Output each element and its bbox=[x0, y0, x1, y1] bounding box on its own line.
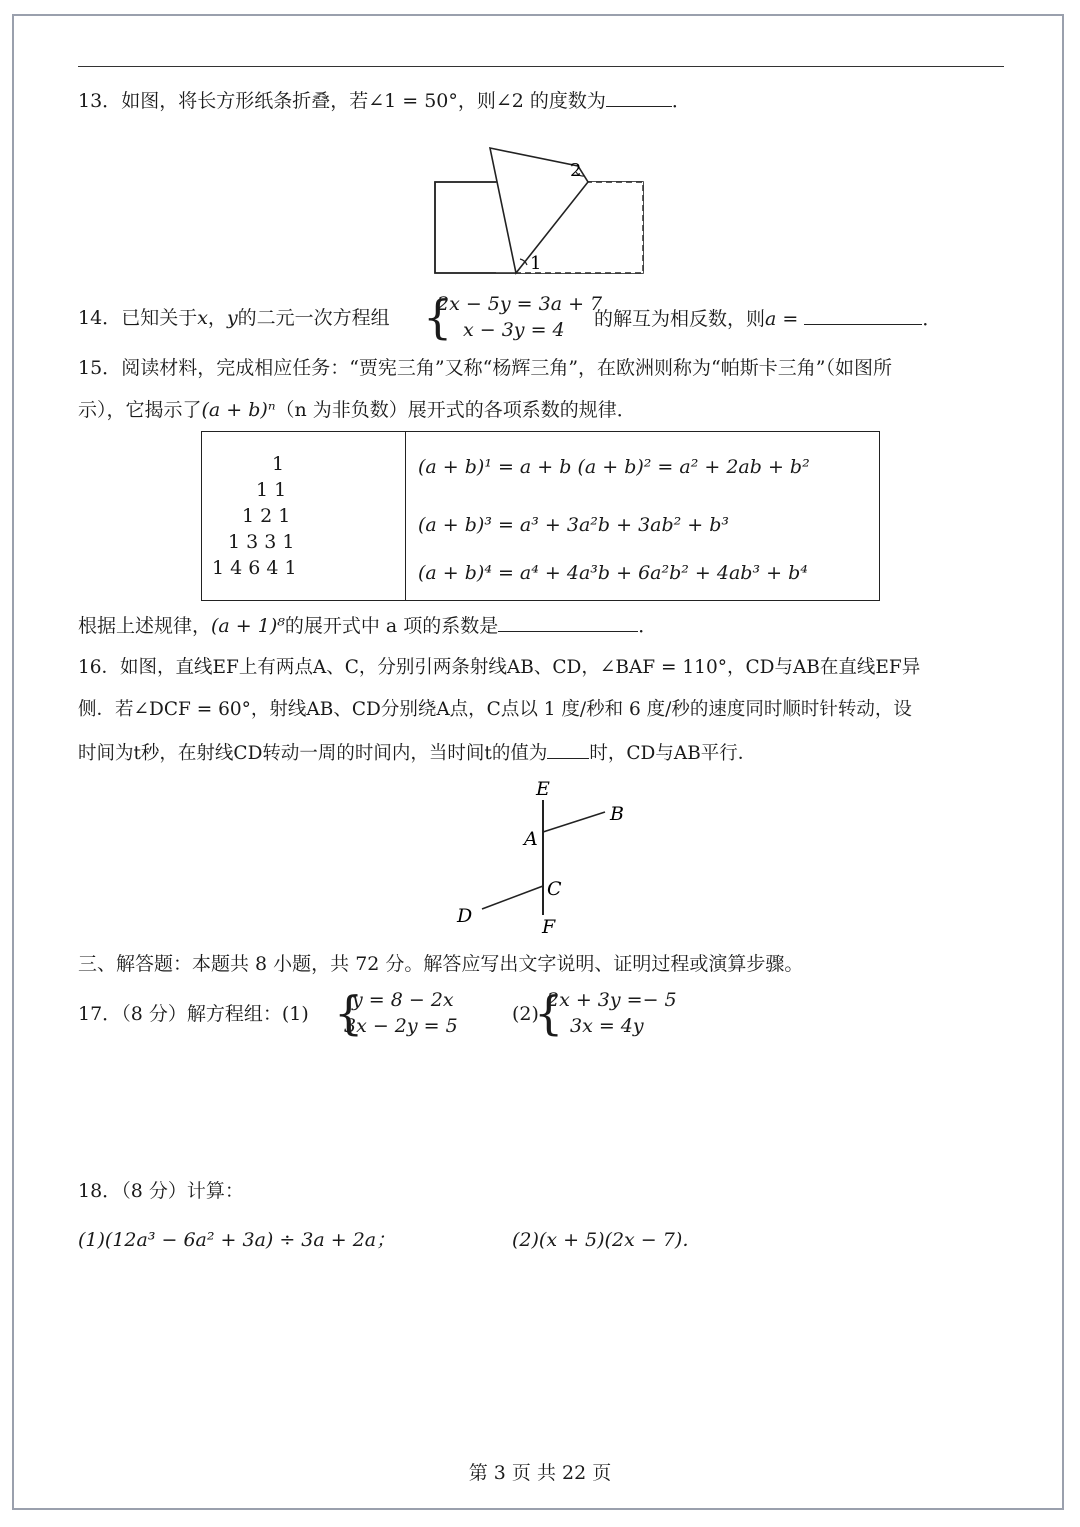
question-text: （n 为非负数）展开式的各项系数的规律． bbox=[275, 399, 636, 421]
equation-1: 2x + 3y =− 5 bbox=[547, 989, 677, 1011]
equation-2: x − 3y = 4 bbox=[463, 319, 565, 341]
page-footer: 第 3 页 共 22 页 bbox=[468, 1462, 612, 1484]
question-text: 时间为t秒，在射线CD转动一周的时间内，当时间t的值为 bbox=[78, 743, 548, 764]
question-17 bbox=[78, 1002, 309, 1026]
question-number: 18． bbox=[78, 1180, 122, 1202]
triangle-row: 1 bbox=[272, 453, 285, 475]
question-text: 示），它揭示了 bbox=[78, 399, 202, 421]
question-13 bbox=[78, 88, 691, 113]
comma: ， bbox=[207, 307, 227, 329]
point-C-label: C bbox=[547, 878, 562, 900]
question-number: 17． bbox=[78, 1003, 122, 1025]
question-text: 如图，将长方形纸条折叠，若∠1 = 50°，则∠2 的度数为 bbox=[121, 90, 606, 112]
question-text: （8 分）计算： bbox=[121, 1180, 244, 1202]
binomial-expr: (a + 1)⁸ bbox=[211, 615, 285, 637]
question-15-task bbox=[78, 613, 657, 638]
question-text: 的展开式中 a 项的系数是 bbox=[284, 615, 499, 637]
question-end: ． bbox=[671, 90, 691, 112]
point-E-label: E bbox=[536, 778, 550, 800]
question-16-line2 bbox=[78, 698, 912, 722]
question-14 bbox=[78, 306, 390, 330]
var-x: x bbox=[197, 307, 208, 329]
binomial-expr: (a + b)ⁿ bbox=[201, 399, 276, 421]
question-15-line2 bbox=[78, 398, 636, 422]
question-text: 的二元一次方程组 bbox=[237, 307, 390, 329]
question-15-line1 bbox=[78, 356, 892, 380]
equation-2: 3x = 4y bbox=[570, 1015, 644, 1037]
question-number: 13． bbox=[78, 90, 122, 112]
part-1-expression: (1)(12a³ − 6a² + 3a) ÷ 3a + 2a； bbox=[78, 1229, 396, 1251]
ray-AB bbox=[543, 812, 605, 832]
expansion-formula: (a + b)⁴ = a⁴ + 4a³b + 6a²b² + 4ab³ + b⁴ bbox=[418, 562, 808, 584]
question-text: 已知关于 bbox=[121, 307, 198, 329]
answer-blank bbox=[498, 613, 638, 632]
system-brace: { bbox=[334, 986, 364, 1040]
question-text: 侧．若∠DCF = 60°，射线AB、CD分别绕A点，C点以 1 度/秒和 6 度/秒的速度同时顺时针转动，设 bbox=[78, 699, 912, 720]
question-end: ． bbox=[638, 615, 658, 637]
triangle-row: 1 2 1 bbox=[242, 505, 291, 527]
triangle-row: 1 1 bbox=[256, 479, 287, 501]
question-14-tail bbox=[594, 306, 941, 331]
expansion-formula: (a + b)¹ = a + b (a + b)² = a² + 2ab + b² bbox=[418, 456, 810, 478]
question-text: 时，CD与AB平行． bbox=[589, 743, 757, 764]
header-rule bbox=[78, 66, 1004, 67]
answer-blank bbox=[547, 740, 589, 759]
var-a: a = bbox=[765, 308, 799, 330]
part-2-label: (2) bbox=[512, 1003, 539, 1025]
question-18 bbox=[78, 1179, 244, 1203]
answer-blank bbox=[804, 306, 922, 325]
point-D-label: D bbox=[457, 905, 473, 927]
point-A-label: A bbox=[524, 828, 538, 850]
question-text: 如图，直线EF上有两点A、C，分别引两条射线AB、CD，∠BAF = 110°，CD与AB在直线EF异 bbox=[120, 657, 921, 678]
expansion-formula: (a + b)³ = a³ + 3a²b + 3ab² + b³ bbox=[418, 514, 730, 536]
var-y: y bbox=[226, 307, 238, 329]
angle-1-label: 1 bbox=[530, 253, 542, 274]
question-text: 的解互为相反数，则 bbox=[594, 308, 766, 330]
q13-figure bbox=[430, 138, 650, 278]
system-brace: { bbox=[534, 986, 564, 1040]
angle-2-label: 2 bbox=[570, 160, 582, 181]
point-B-label: B bbox=[610, 803, 624, 825]
triangle-row: 1 4 6 4 1 bbox=[212, 557, 297, 579]
question-16-line3 bbox=[78, 740, 756, 766]
question-16-line1 bbox=[78, 656, 920, 680]
section-3-heading: 三、解答题：本题共 8 小题，共 72 分。解答应写出文字说明、证明过程或演算步骤。 bbox=[78, 953, 804, 975]
pascal-table bbox=[201, 431, 880, 601]
table-divider bbox=[405, 432, 406, 600]
part-2-expression: (2)(x + 5)(2x − 7)． bbox=[512, 1229, 702, 1251]
question-text: （8 分）解方程组：(1) bbox=[121, 1003, 309, 1025]
equation-2: 3x − 2y = 5 bbox=[344, 1015, 458, 1037]
ray-CD bbox=[482, 886, 543, 909]
equation-1: y = 8 − 2x bbox=[352, 989, 454, 1011]
system-brace: { bbox=[423, 290, 453, 344]
point-F-label: F bbox=[542, 916, 556, 938]
question-end: ． bbox=[922, 308, 942, 330]
answer-blank bbox=[606, 88, 672, 107]
equation-1: 2x − 5y = 3a + 7 bbox=[437, 293, 603, 315]
question-text: 根据上述规律， bbox=[78, 615, 212, 637]
triangle-row: 1 3 3 1 bbox=[228, 531, 295, 553]
question-text: 阅读材料，完成相应任务：“贾宪三角”又称“杨辉三角”，在欧洲则称为“帕斯卡三角”（如图所 bbox=[121, 357, 892, 379]
q16-figure bbox=[450, 775, 650, 940]
question-number: 16． bbox=[78, 657, 121, 678]
question-number: 14． bbox=[78, 307, 122, 329]
question-number: 15． bbox=[78, 357, 122, 379]
